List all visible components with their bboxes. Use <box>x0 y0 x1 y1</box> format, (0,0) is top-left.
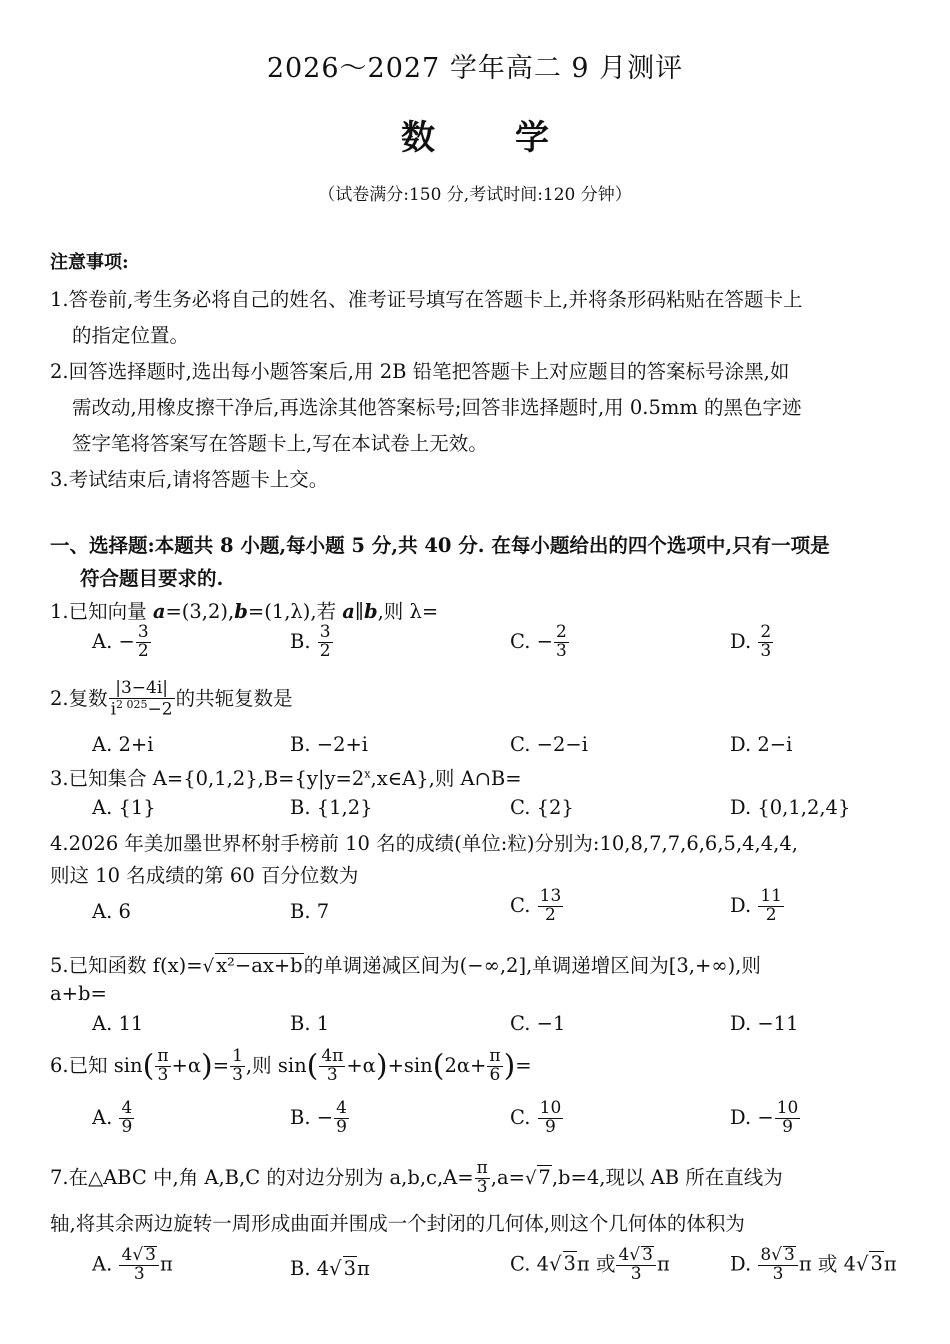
option-c[interactable]: C. {2} <box>510 796 574 819</box>
notice-line-3: 2.回答选择题时,选出每小题答案后,用 2B 铅笔把答题卡上对应题目的答案标号涂黑,如 <box>50 360 790 383</box>
option-a[interactable]: A. $\frac{4}{9}$ <box>92 1098 133 1137</box>
option-b[interactable]: B. 4√ 3π <box>290 1257 370 1280</box>
option-c[interactable]: C. −1 <box>510 1012 566 1035</box>
notice-line-6: 3.考试结束后,请将答题卡上交。 <box>50 468 329 491</box>
option-b[interactable]: B. 1 <box>290 1012 330 1035</box>
question-4: 4.2026 年美加墨世界杯射手榜前 10 名的成绩(单位:粒)分别为:10,8,7,7,6,6,5,4,4,4, <box>50 832 798 855</box>
question-4-options <box>0 888 950 928</box>
question-6-options <box>0 1100 950 1140</box>
option-b[interactable]: B. {1,2} <box>290 796 373 819</box>
option-d[interactable]: D. $\frac{2}{3}$ <box>730 622 772 661</box>
exam-info: （试卷满分:150 分,考试时间:120 分钟） <box>318 185 632 205</box>
question-1: 1.已知向量 a=(3,2),b=(1,λ),若 a∥b,则 λ= <box>50 600 439 623</box>
subject-title <box>0 110 950 159</box>
option-a[interactable]: A. 11 <box>92 1012 144 1035</box>
option-b[interactable]: B. $\frac{3}{2}$ <box>290 622 331 661</box>
notice-line-2: 的指定位置。 <box>72 324 190 347</box>
option-c[interactable]: C. 4√ 3π 或 $\frac{4√ 3}{3}$ π <box>510 1245 670 1284</box>
subject-char-2: 学 <box>515 118 549 158</box>
question-5: 5.已知函数 f(x)=√ x²−ax+b的单调递减区间为(−∞,2],单调递增区间为[3,+∞),则 <box>50 954 761 977</box>
option-a[interactable]: A. $\frac{4√ 3}{3}$ π <box>92 1245 173 1284</box>
option-b[interactable]: B. −2+i <box>290 733 369 756</box>
option-b[interactable]: B. 7 <box>290 900 330 923</box>
option-a[interactable]: A. 2+i <box>92 733 154 756</box>
option-a[interactable]: A. {1} <box>92 796 156 819</box>
option-d[interactable]: D. $\frac{11}{2}$ <box>730 886 782 925</box>
option-d[interactable]: D. $\frac{8√ 3}{3}$ π 或 4√ 3π <box>730 1245 897 1284</box>
exam-title: 2026～2027 学年高二 9 月测评 <box>266 53 684 84</box>
section-1-heading-cont: 符合题目要求的. <box>80 567 224 590</box>
option-c[interactable]: C. $\frac{10}{9}$ <box>510 1098 562 1137</box>
question-7: 7.在△ABC 中,角 A,B,C 的对边分别为 a,b,c,A= $\frac{\pi}{3}$ ,a=√ 7,b=4,现以 AB 所在直线为 <box>50 1158 783 1197</box>
question-7-cont: 轴,将其余两边旋转一周形成曲面并围成一个封闭的几何体,则这个几何体的体积为 <box>50 1212 745 1235</box>
option-d[interactable]: D. {0,1,2,4} <box>730 796 851 819</box>
question-6: 6.已知 sin( $\frac{\pi}{3}$ +α)= $\frac{1}{3}$ ,则 sin( $\frac{4\pi}{3}$ +α)+sin(2α+ $\frac{\pi}{6}$ )= <box>50 1046 532 1085</box>
option-d[interactable]: D. − $\frac{10}{9}$ <box>730 1098 799 1137</box>
notice-line-5: 签字笔将答案写在答题卡上,写在本试卷上无效。 <box>72 432 488 455</box>
question-7-options <box>0 1246 950 1286</box>
subject-char-1: 数 <box>401 118 435 158</box>
option-c[interactable]: C. − $\frac{2}{3}$ <box>510 622 567 661</box>
option-b[interactable]: B. − $\frac{4}{9}$ <box>290 1098 347 1137</box>
notice-heading: 注意事项: <box>50 252 129 273</box>
option-d[interactable]: D. 2−i <box>730 733 793 756</box>
option-d[interactable]: D. −11 <box>730 1012 799 1035</box>
option-c[interactable]: C. $\frac{13}{2}$ <box>510 886 562 925</box>
notice-line-1: 1.答卷前,考生务必将自己的姓名、准考证号填写在答题卡上,并将条形码粘贴在答题卡上 <box>50 288 803 311</box>
notice-line-4: 需改动,用橡皮擦干净后,再选涂其他答案标号;回答非选择题时,用 0.5mm 的黑色字迹 <box>72 396 802 419</box>
question-5-cont: a+b= <box>50 982 107 1005</box>
question-3: 3.已知集合 $A=\{0,1,2\},B=\{y|y=2^x,x\in A\}$,则 A∩B= <box>50 767 522 790</box>
question-2: 2.复数 $\frac{|3-4i|}{i^{2 025}-2}$ 的共轭复数是 <box>50 678 293 720</box>
question-4-cont: 则这 10 名成绩的第 60 百分位数为 <box>50 864 359 887</box>
question-5-options <box>0 1012 950 1052</box>
option-a[interactable]: A. − $\frac{3}{2}$ <box>92 622 149 661</box>
option-c[interactable]: C. −2−i <box>510 733 588 756</box>
option-a[interactable]: A. 6 <box>92 900 131 923</box>
question-1-options <box>0 624 950 664</box>
section-1-heading: 一、选择题:本题共 8 小题,每小题 5 分,共 40 分. 在每小题给出的四个选项中,只有一项是 <box>50 534 830 557</box>
